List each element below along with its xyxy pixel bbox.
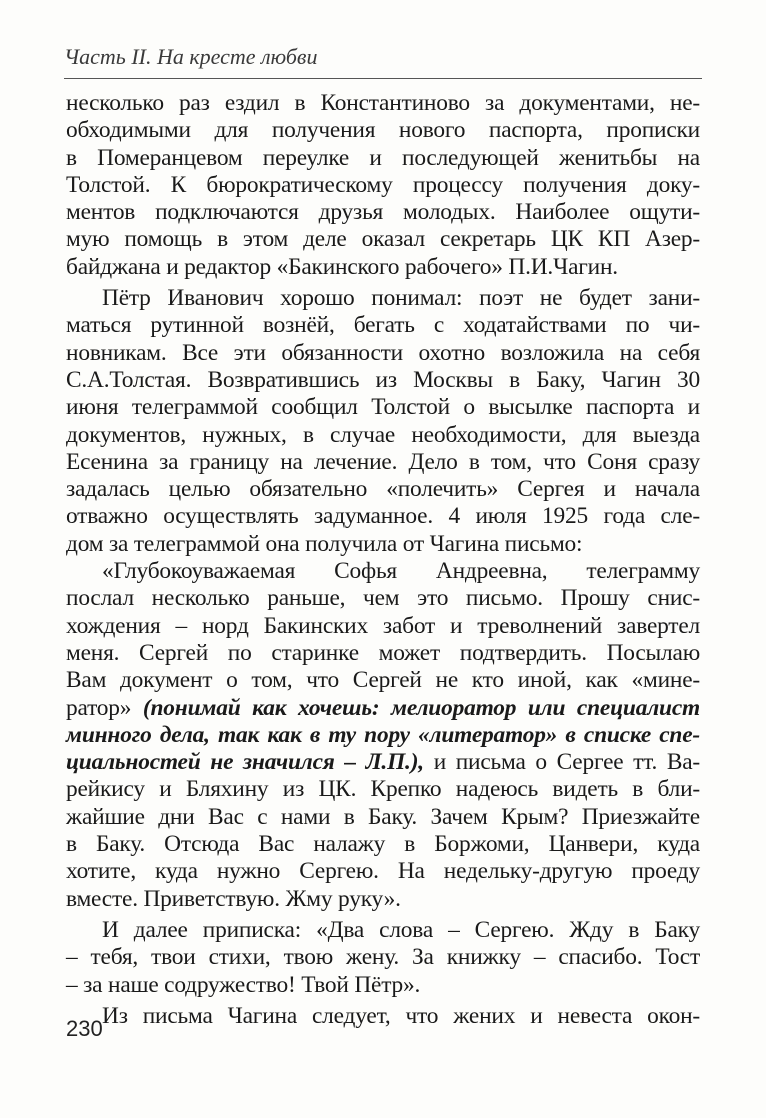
text-line: отважно осуществлять задуманное. 4 июля 1925 года сле-: [66, 503, 700, 530]
text-line: меня. Сергей по старинке может подтвердить. Посылаю: [66, 639, 700, 666]
text-line: послал несколько раньше, чем это письмо. Прошу снис-: [66, 585, 700, 612]
text-line: байджана и редактор «Бакинского рабочего» П.И.Чагин.: [66, 253, 618, 280]
running-header: Часть II. На кресте любви: [64, 44, 318, 69]
plain-span: ратор»: [66, 694, 143, 721]
text-line: обходимыми для получения нового паспорта, прописки: [66, 117, 700, 144]
text-line: вместе. Приветствую. Жму руку».: [66, 885, 401, 912]
text-line: Вам документ о том, что Сергей не кто иной, как «мине-: [66, 667, 700, 694]
text-line: жайшие дни Вас с нами в Баку. Зачем Крым? Приезжайте: [66, 803, 700, 830]
text-line: Есенина за границу на лечение. Дело в том, что Соня сразу: [66, 448, 700, 475]
header-rule: [64, 78, 702, 79]
text-line: Из письма Чагина следует, что жених и невеста окон-: [102, 1002, 700, 1029]
text-line: Толстой. К бюрократическому процессу получения доку-: [66, 171, 700, 198]
text-line: задалась целью обязательно «полечить» Сергея и начала: [66, 476, 700, 503]
text-line: мую помощь в этом деле оказал секретарь ЦК КП Азер-: [66, 226, 700, 253]
text-line: дом за телеграммой она получила от Чагина письмо:: [66, 530, 583, 557]
text-line: маться рутинной вознёй, бегать с ходатайствами по чи-: [66, 312, 700, 339]
text-line: «Глубокоуважаемая Софья Андреевна, телеграмму: [102, 558, 700, 585]
text-line: в Баку. Отсюда Вас налажу в Боржоми, Цанвери, куда: [66, 831, 700, 858]
text-line: рейкису и Бляхину из ЦК. Крепко надеюсь видеть в бли-: [66, 776, 700, 803]
text-line: хождения – норд Бакинских забот и треволнений завертел: [66, 612, 700, 639]
text-line: Пётр Иванович хорошо понимал: поэт не будет зани-: [102, 285, 700, 312]
text-line: [66, 722, 700, 749]
text-line: новникам. Все эти обязанности охотно возложила на себя: [66, 339, 700, 366]
text-line: несколько раз ездил в Константиново за документами, не-: [66, 90, 700, 116]
editor-note: (понимай как хочешь: мелиоратор или специалист: [142, 694, 700, 721]
text-line: [66, 749, 700, 776]
text-line: И далее приписка: «Два слова – Сергею. Жду в Баку: [102, 916, 700, 943]
text-line: хотите, куда нужно Сергею. На недельку-другую проеду: [66, 858, 700, 885]
body-text: [66, 90, 700, 1030]
text-line: июня телеграммой сообщил Толстой о высылке паспорта и: [66, 394, 700, 421]
editor-note: минного дела, так как в ту пору «литератор» в списке спе-: [66, 721, 700, 748]
text-line: С.А.Толстая. Возвратившись из Москвы в Баку, Чагин 30: [66, 366, 700, 393]
text-line: [66, 695, 700, 722]
text-line: в Померанцевом переулке и последующей женитьбы на: [66, 144, 700, 171]
text-line: – тебя, твои стихи, твою жену. За книжку – спасибо. Тост: [66, 944, 700, 971]
plain-span: и письма о Сергее тт. Ва-: [423, 749, 701, 776]
text-line: – за наше содружество! Твой Пётр».: [66, 971, 421, 998]
text-line: ментов подключаются друзья молодых. Наиболее ощути-: [66, 199, 700, 226]
page-number: 230: [66, 1016, 103, 1041]
text-line: документов, нужных, в случае необходимости, для выезда: [66, 421, 700, 448]
editor-note: циальностей не значился – Л.П.),: [66, 749, 424, 776]
